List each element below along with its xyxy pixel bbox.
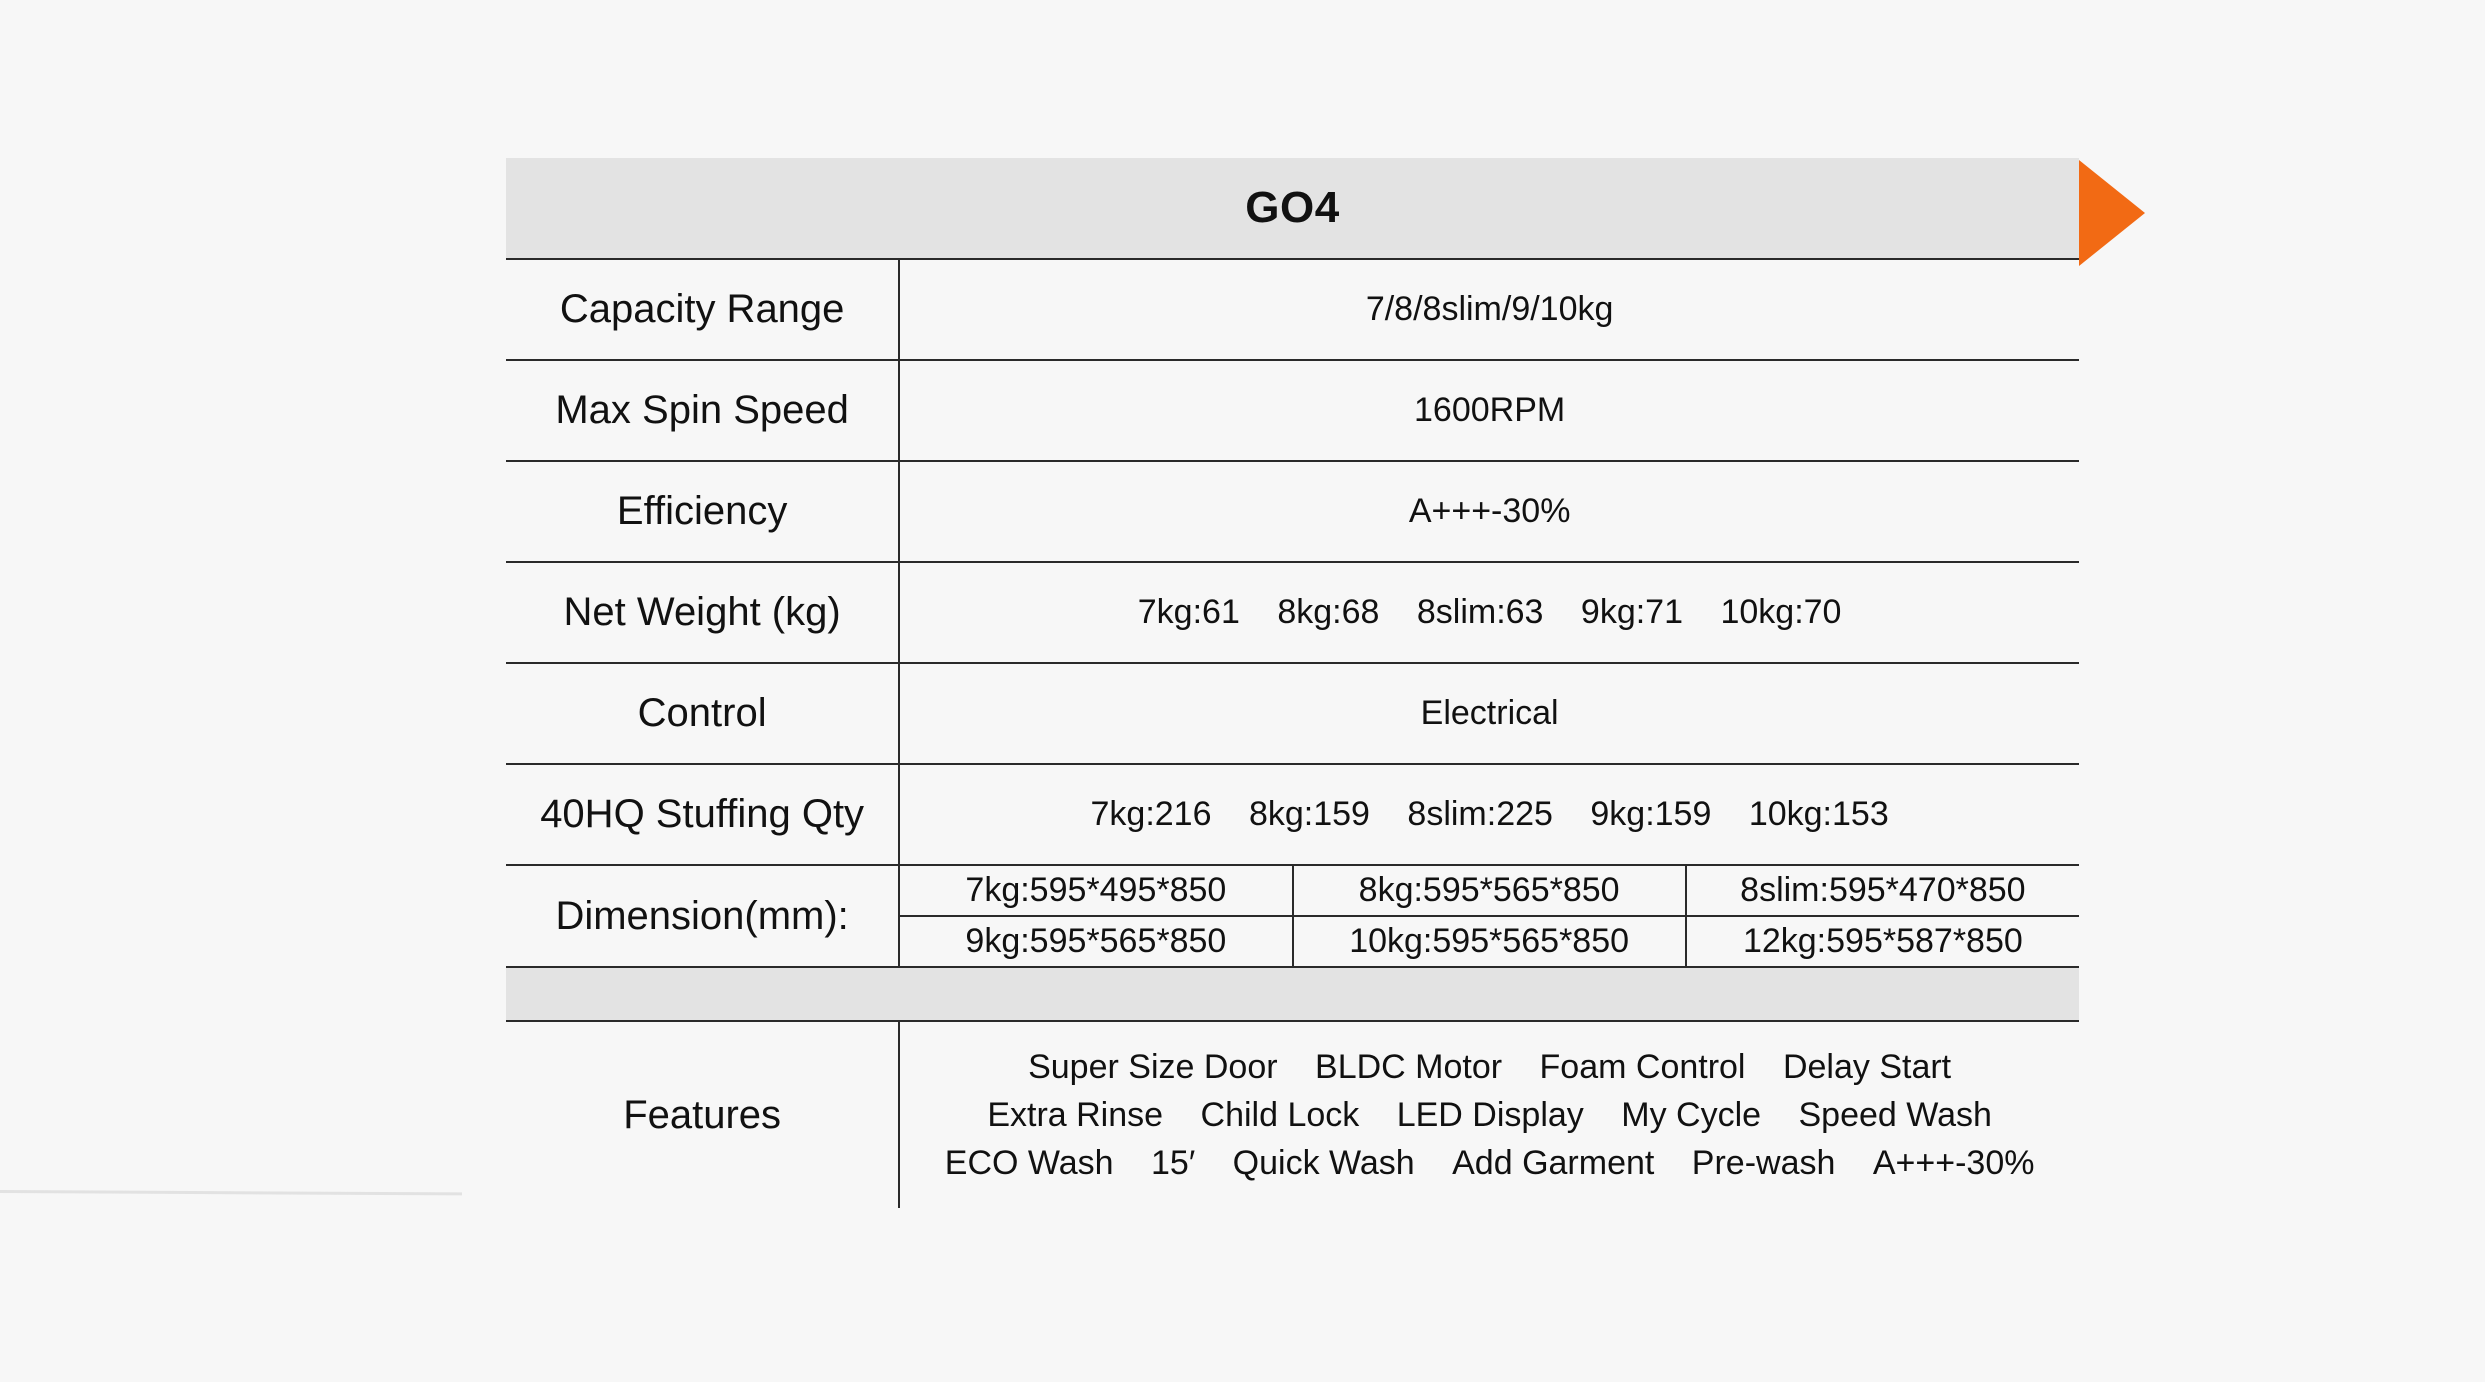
net-weight-8slim: 8slim:63: [1416, 593, 1544, 631]
triangle-right-icon: [2079, 160, 2145, 266]
value-efficiency: A+++-30%: [899, 461, 2079, 562]
stuffing-7kg: 7kg:216: [1090, 795, 1212, 833]
feature-delay-start: Delay Start: [1782, 1048, 1952, 1086]
value-features: [899, 1021, 2079, 1208]
net-weight-8kg: 8kg:68: [1277, 593, 1380, 631]
feature-extra-rinse: Extra Rinse: [987, 1096, 1164, 1134]
feature-15-min: 15′: [1151, 1144, 1196, 1182]
label-max-spin-speed: Max Spin Speed: [506, 360, 899, 461]
dimension-8kg: 8kg:595*565*850: [1293, 865, 1686, 916]
features-line-3: [900, 1139, 2079, 1187]
row-capacity-range: [506, 259, 2079, 360]
features-line-2: [900, 1091, 2079, 1139]
row-stuffing-qty: [506, 764, 2079, 865]
value-net-weight: [899, 562, 2079, 663]
dimension-10kg: 10kg:595*565*850: [1293, 916, 1686, 967]
feature-bldc-motor: BLDC Motor: [1315, 1048, 1503, 1086]
dimension-12kg: 12kg:595*587*850: [1686, 916, 2079, 967]
label-capacity-range: Capacity Range: [506, 259, 899, 360]
dimension-9kg: 9kg:595*565*850: [899, 916, 1292, 967]
value-capacity-range: 7/8/8slim/9/10kg: [899, 259, 2079, 360]
feature-pre-wash: Pre-wash: [1691, 1144, 1836, 1182]
feature-led-display: LED Display: [1396, 1096, 1584, 1134]
table-title: GO4: [506, 158, 2079, 259]
value-control: Electrical: [899, 663, 2079, 764]
row-efficiency: [506, 461, 2079, 562]
value-stuffing-qty: [899, 764, 2079, 865]
feature-add-garment: Add Garment: [1452, 1144, 1655, 1182]
dimension-7kg: 7kg:595*495*850: [899, 865, 1292, 916]
label-control: Control: [506, 663, 899, 764]
feature-foam-control: Foam Control: [1539, 1048, 1746, 1086]
row-max-spin-speed: [506, 360, 2079, 461]
feature-speed-wash: Speed Wash: [1798, 1096, 1992, 1134]
row-net-weight: [506, 562, 2079, 663]
row-features: [506, 1021, 2079, 1208]
net-weight-10kg: 10kg:70: [1720, 593, 1842, 631]
feature-super-size-door: Super Size Door: [1028, 1048, 1278, 1086]
net-weight-7kg: 7kg:61: [1137, 593, 1240, 631]
spacer-row: [506, 967, 2079, 1021]
label-stuffing-qty: 40HQ Stuffing Qty: [506, 764, 899, 865]
decorative-divider: [0, 1190, 462, 1195]
stuffing-9kg: 9kg:159: [1590, 795, 1712, 833]
label-dimension: Dimension(mm):: [506, 865, 899, 967]
value-max-spin-speed: 1600RPM: [899, 360, 2079, 461]
stuffing-10kg: 10kg:153: [1748, 795, 1889, 833]
stuffing-8kg: 8kg:159: [1248, 795, 1370, 833]
label-efficiency: Efficiency: [506, 461, 899, 562]
feature-child-lock: Child Lock: [1200, 1096, 1360, 1134]
label-net-weight: Net Weight (kg): [506, 562, 899, 663]
spacer-cell: [506, 967, 2079, 1021]
row-control: [506, 663, 2079, 764]
feature-my-cycle: My Cycle: [1621, 1096, 1762, 1134]
feature-efficiency: A+++-30%: [1872, 1144, 2035, 1182]
row-dimension-1: [506, 865, 2079, 916]
spec-table: [506, 158, 2079, 1208]
title-row: [506, 158, 2079, 259]
net-weight-9kg: 9kg:71: [1580, 593, 1684, 631]
dimension-8slim: 8slim:595*470*850: [1686, 865, 2079, 916]
label-features: Features: [506, 1021, 899, 1208]
stuffing-8slim: 8slim:225: [1407, 795, 1553, 833]
features-line-1: [900, 1043, 2079, 1091]
feature-quick-wash: Quick Wash: [1232, 1144, 1415, 1182]
feature-eco-wash: ECO Wash: [944, 1144, 1114, 1182]
features-list: [900, 1043, 2079, 1187]
